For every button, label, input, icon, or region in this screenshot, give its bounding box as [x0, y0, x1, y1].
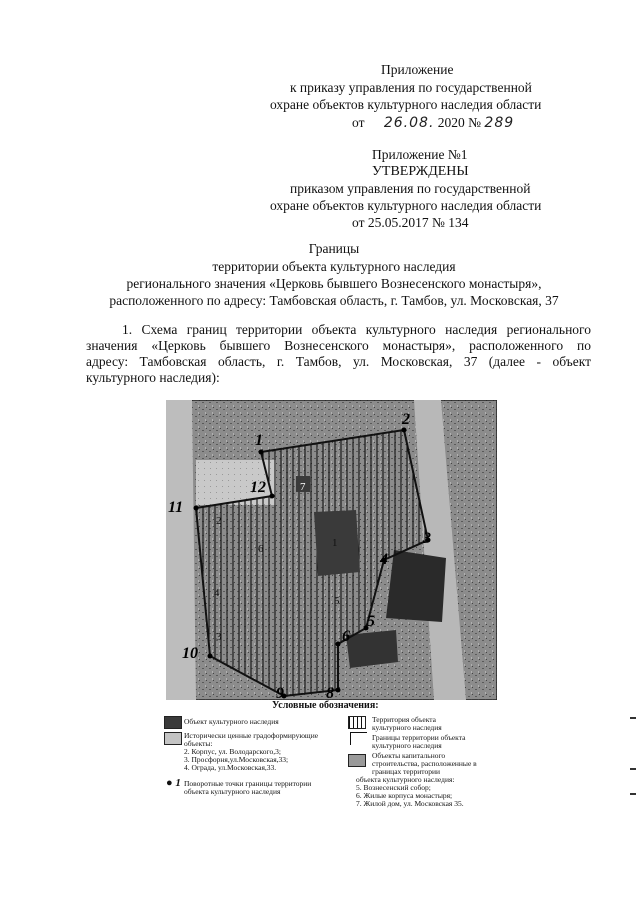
object-label-4: 4 [214, 587, 220, 599]
legend-historic-2: объекты: [184, 739, 213, 748]
approval-line-1: приказом управления по государственной [290, 181, 531, 196]
point-label-4: 4 [380, 551, 388, 568]
section-1-line-3: адресу: Тамбовская область, г. Тамбов, ул. Московская, 37 (далее - объект [86, 354, 591, 369]
doc-title-1: Границы [308, 241, 360, 256]
date-prefix: от [352, 115, 365, 130]
section-1-line-1: 1. Схема границ территории объекта культурного наследия регионального [122, 322, 591, 337]
scan-mark-1 [630, 717, 636, 719]
appendix-title: Приложение [381, 62, 454, 77]
doc-title-3: регионального значения «Церковь бывшего Вознесенского монастыря», [126, 276, 542, 291]
point-label-11: 11 [168, 499, 184, 516]
legend-swatch-historic [164, 732, 182, 745]
point-label-8: 8 [326, 685, 334, 700]
legend-object: Объект культурного наследия [184, 717, 279, 726]
section-1-line-2: значения «Церковь бывшего Вознесенского монастыря», расположенного по [86, 338, 591, 353]
approval-approved: УТВЕРЖДЕНЫ [372, 164, 469, 179]
legend-capital-4: объекта культурного наследия: [356, 775, 455, 784]
legend-territory-1: Территория объекта [372, 715, 436, 724]
appendix-line-2: охране объектов культурного наследия области [270, 97, 542, 112]
map-svg [166, 400, 497, 700]
legend-points-1: Поворотные точки границы территории [184, 779, 312, 788]
legend-historic-1: Исторически ценные градоформирующие [184, 731, 319, 740]
point-label-12: 12 [250, 479, 266, 496]
number-handwritten: 289 [484, 115, 515, 131]
approval-line-2: охране объектов культурного наследия области [270, 198, 542, 213]
legend-point-symbol: ● 1 [166, 777, 181, 789]
doc-title-2: территории объекта культурного наследия [212, 259, 456, 274]
doc-title-4: расположенного по адресу: Тамбовская область, г. Тамбов, ул. Московская, 37 [109, 293, 559, 308]
object-label-5: 5 [334, 595, 340, 607]
legend-swatch-capital [348, 754, 366, 767]
point-label-9: 9 [276, 685, 284, 700]
building-right-dark [386, 550, 446, 622]
point-label-3: 3 [423, 530, 431, 547]
scan-mark-2 [630, 768, 636, 770]
appendix-date-line [352, 115, 514, 131]
approval-line-3: от 25.05.2017 № 134 [352, 215, 469, 230]
appendix-line-1: к приказу управления по государственной [290, 80, 532, 95]
legend-borders-1: Границы территории объекта [372, 733, 466, 742]
map-legend [162, 702, 502, 822]
legend-capital-3: границах территории [372, 767, 440, 776]
date-year: 2020 № [437, 115, 482, 130]
point-label-10: 10 [182, 645, 198, 662]
legend-capital-6: 6. Жилые корпуса монастыря; [356, 791, 453, 800]
legend-points-2: объекта культурного наследия [184, 787, 281, 796]
legend-capital-5: 5. Вознесенский собор; [356, 783, 431, 792]
legend-historic-3: 2. Корпус, ул. Володарского,3; [184, 747, 281, 756]
date-handwritten: 26.08. [383, 115, 435, 131]
legend-title: Условные обозначения: [272, 700, 379, 711]
object-label-3: 3 [216, 631, 222, 643]
legend-capital-7: 7. Жилой дом, ул. Московская 35. [356, 799, 464, 808]
legend-swatch-object [164, 716, 182, 729]
point-label-5: 5 [367, 613, 375, 630]
point-label-1: 1 [255, 432, 263, 449]
legend-capital-1: Объекты капитального [372, 751, 446, 760]
legend-swatch-borders [350, 732, 367, 745]
object-label-7: 7 [300, 481, 306, 493]
scan-mark-3 [630, 793, 636, 795]
legend-historic-5: 4. Ограда, ул.Московская,33. [184, 763, 277, 772]
section-1-paragraph [86, 322, 591, 386]
object-label-2: 2 [216, 515, 222, 527]
legend-territory-2: культурного наследия [372, 723, 442, 732]
object-label-6: 6 [258, 543, 264, 555]
point-label-6: 6 [342, 628, 350, 645]
approval-title: Приложение №1 [372, 147, 468, 162]
legend-borders-2: культурного наследия [372, 741, 442, 750]
boundary-scheme-map [166, 400, 497, 700]
object-label-1: 1 [332, 537, 338, 549]
section-1-line-4: культурного наследия): [86, 370, 220, 385]
legend-capital-2: строительства, расположенные в [372, 759, 477, 768]
point-label-2: 2 [402, 411, 410, 428]
legend-point-number: 1 [175, 777, 181, 789]
legend-historic-4: 3. Просфорня,ул.Московская,33; [184, 755, 289, 764]
legend-swatch-territory [348, 716, 366, 729]
